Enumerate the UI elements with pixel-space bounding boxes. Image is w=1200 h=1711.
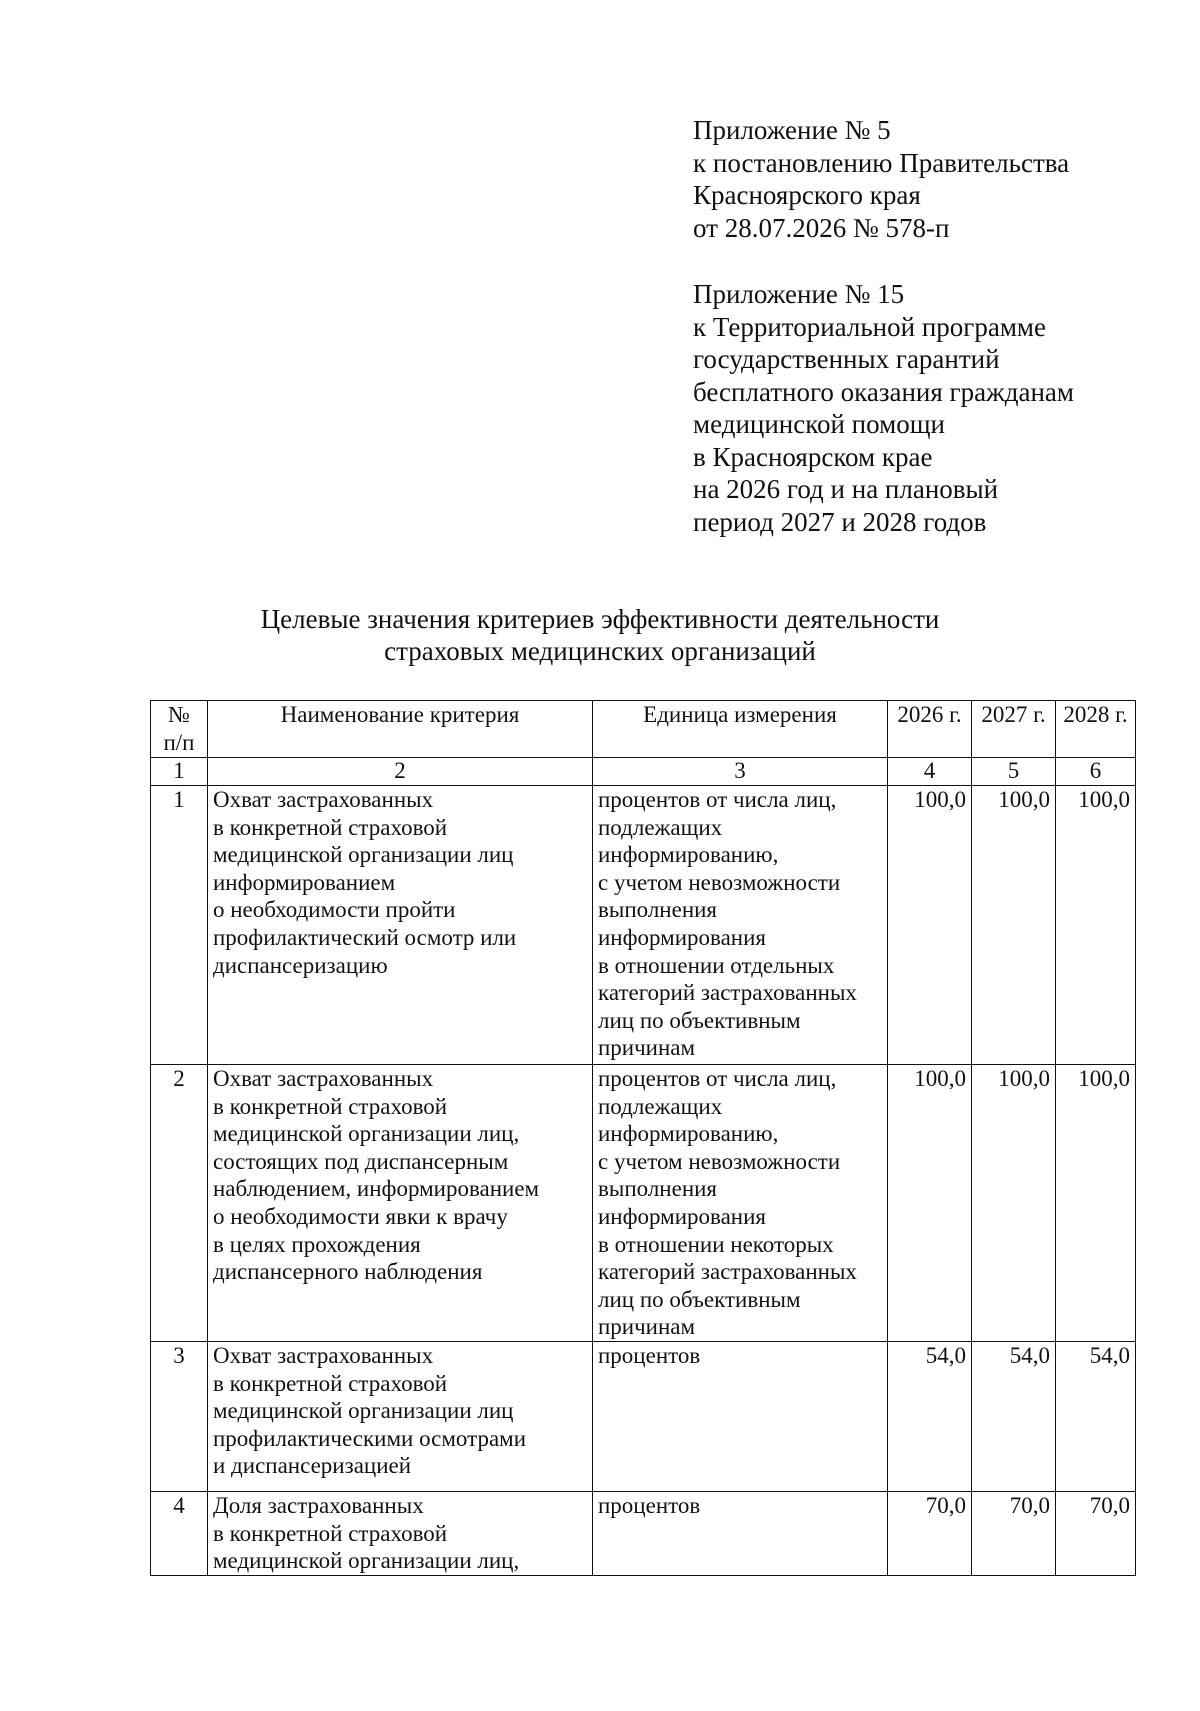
measurement-unit: [593, 786, 888, 1065]
criterion-name: [208, 1342, 593, 1492]
measurement-unit: [593, 1492, 888, 1576]
criterion-name-line: в конкретной страховой: [213, 1520, 448, 1546]
value-2027: 100,0: [972, 1065, 1056, 1342]
unit-line: категорий застрахованных: [598, 1259, 857, 1285]
unit-line: процентов: [598, 1493, 701, 1518]
header-criterion-name: Наименование критерия: [208, 701, 593, 758]
table-row: [151, 786, 1136, 1065]
column-index: 5: [972, 758, 1056, 786]
value-2028: 100,0: [1056, 786, 1136, 1065]
value-2028: 70,0: [1056, 1492, 1136, 1576]
appendix-15-line: к Территориальной программе: [693, 311, 1046, 342]
criterion-name-line: диспансеризацию: [213, 952, 388, 978]
appendix-5-line: от 28.07.2026 № 578-п: [693, 212, 950, 243]
criterion-name-line: диспансерного наблюдения: [213, 1259, 483, 1285]
criterion-name-line: информированием: [213, 869, 396, 895]
appendix-15-line: бесплатного оказания гражданам: [693, 376, 1074, 407]
document-title-line: Целевые значения критериев эффективности деятельности: [260, 604, 940, 634]
row-number: 1: [151, 786, 208, 1065]
appendix-15-block: [693, 278, 1074, 538]
table-row: [151, 1065, 1136, 1342]
criterion-name-line: о необходимости пройти: [213, 897, 456, 923]
row-number: 2: [151, 1065, 208, 1342]
table-row: [151, 1342, 1136, 1492]
unit-line: процентов: [598, 1343, 701, 1368]
criterion-name-line: медицинской организации лиц: [213, 1398, 514, 1424]
appendix-15-line: период 2027 и 2028 годов: [693, 506, 987, 537]
value-2026: 70,0: [888, 1492, 972, 1576]
criterion-name-line: состоящих под диспансерным: [213, 1148, 509, 1174]
row-number: 3: [151, 1342, 208, 1492]
measurement-unit: [593, 1342, 888, 1492]
value-2027: 100,0: [972, 786, 1056, 1065]
unit-line: лиц по объективным: [598, 1286, 801, 1312]
header-number-line: п/п: [163, 729, 195, 755]
unit-line: информирования: [598, 1203, 766, 1229]
appendix-15-line: на 2026 год и на плановый: [693, 474, 999, 504]
unit-line: информированию,: [598, 1121, 779, 1147]
header-year-2026: 2026 г.: [888, 701, 972, 758]
criterion-name-line: в конкретной страховой: [213, 1370, 448, 1396]
header-year-2027: 2027 г.: [972, 701, 1056, 758]
appendix-15-line: Приложение № 15: [693, 279, 905, 309]
criterion-name-line: о необходимости явки к врачу: [213, 1203, 508, 1229]
unit-line: подлежащих: [598, 1093, 723, 1119]
column-index: 2: [208, 758, 593, 786]
column-index: 3: [593, 758, 888, 786]
criterion-name-line: медицинской организации лиц,: [213, 1548, 520, 1574]
value-2026: 54,0: [888, 1342, 972, 1492]
criterion-name-line: Охват застрахованных: [213, 1343, 434, 1368]
criterion-name-line: Охват застрахованных: [213, 1066, 434, 1091]
column-index: 1: [151, 758, 208, 786]
document-title-line: страховых медицинских организаций: [384, 636, 816, 666]
criterion-name-line: наблюдением, информированием: [213, 1176, 540, 1202]
value-2027: 54,0: [972, 1342, 1056, 1492]
criterion-name-line: медицинской организации лиц: [213, 842, 514, 868]
column-index: 4: [888, 758, 972, 786]
criterion-name-line: в конкретной страховой: [213, 814, 448, 840]
appendix-15-line: в Красноярском крае: [693, 441, 933, 472]
appendix-15-line: медицинской помощи: [693, 409, 945, 439]
value-2028: 100,0: [1056, 1065, 1136, 1342]
appendix-5-line: Приложение № 5: [693, 115, 891, 145]
unit-line: причинам: [598, 1314, 696, 1340]
unit-line: причинам: [598, 1035, 696, 1061]
table-row: [151, 1492, 1136, 1576]
value-2026: 100,0: [888, 1065, 972, 1342]
appendix-15-line: государственных гарантий: [693, 344, 1000, 374]
criterion-name-line: в целях прохождения: [213, 1231, 421, 1257]
criterion-name-line: медицинской организации лиц,: [213, 1121, 520, 1147]
unit-line: в отношении отдельных: [598, 952, 835, 978]
unit-line: процентов от числа лиц,: [598, 1066, 837, 1091]
header-unit: Единица измерения: [593, 701, 888, 758]
criterion-name-line: в конкретной страховой: [213, 1093, 448, 1119]
value-2026: 100,0: [888, 786, 972, 1065]
criterion-name: [208, 1492, 593, 1576]
criterion-name-line: профилактический осмотр или: [213, 924, 517, 950]
appendix-5-line: Красноярского края: [693, 180, 921, 210]
header-number-line: №: [168, 702, 190, 727]
unit-line: информированию,: [598, 842, 779, 868]
unit-line: выполнения: [598, 897, 718, 923]
unit-line: лиц по объективным: [598, 1007, 801, 1033]
column-index-row: [151, 758, 1136, 786]
row-number: 4: [151, 1492, 208, 1576]
unit-line: подлежащих: [598, 814, 723, 840]
column-index: 6: [1056, 758, 1136, 786]
criterion-name: [208, 786, 593, 1065]
criterion-name-line: Доля застрахованных: [213, 1493, 424, 1518]
unit-line: с учетом невозможности: [598, 869, 841, 895]
unit-line: с учетом невозможности: [598, 1148, 841, 1174]
appendix-5-line: к постановлению Правительства: [693, 147, 1070, 178]
header-number: [151, 701, 208, 758]
unit-line: процентов от числа лиц,: [598, 787, 837, 812]
table-header-row: [151, 701, 1136, 758]
value-2028: 54,0: [1056, 1342, 1136, 1492]
criteria-table: [150, 700, 1136, 1576]
document-title: [150, 603, 1050, 667]
criterion-name: [208, 1065, 593, 1342]
criterion-name-line: профилактическими осмотрами: [213, 1425, 527, 1451]
unit-line: в отношении некоторых: [598, 1231, 834, 1257]
unit-line: выполнения: [598, 1176, 718, 1202]
value-2027: 70,0: [972, 1492, 1056, 1576]
header-year-2028: 2028 г.: [1056, 701, 1136, 758]
measurement-unit: [593, 1065, 888, 1342]
unit-line: информирования: [598, 924, 766, 950]
appendix-5-block: [693, 114, 1069, 244]
criterion-name-line: и диспансеризацией: [213, 1453, 412, 1479]
unit-line: категорий застрахованных: [598, 980, 857, 1006]
criterion-name-line: Охват застрахованных: [213, 787, 434, 812]
